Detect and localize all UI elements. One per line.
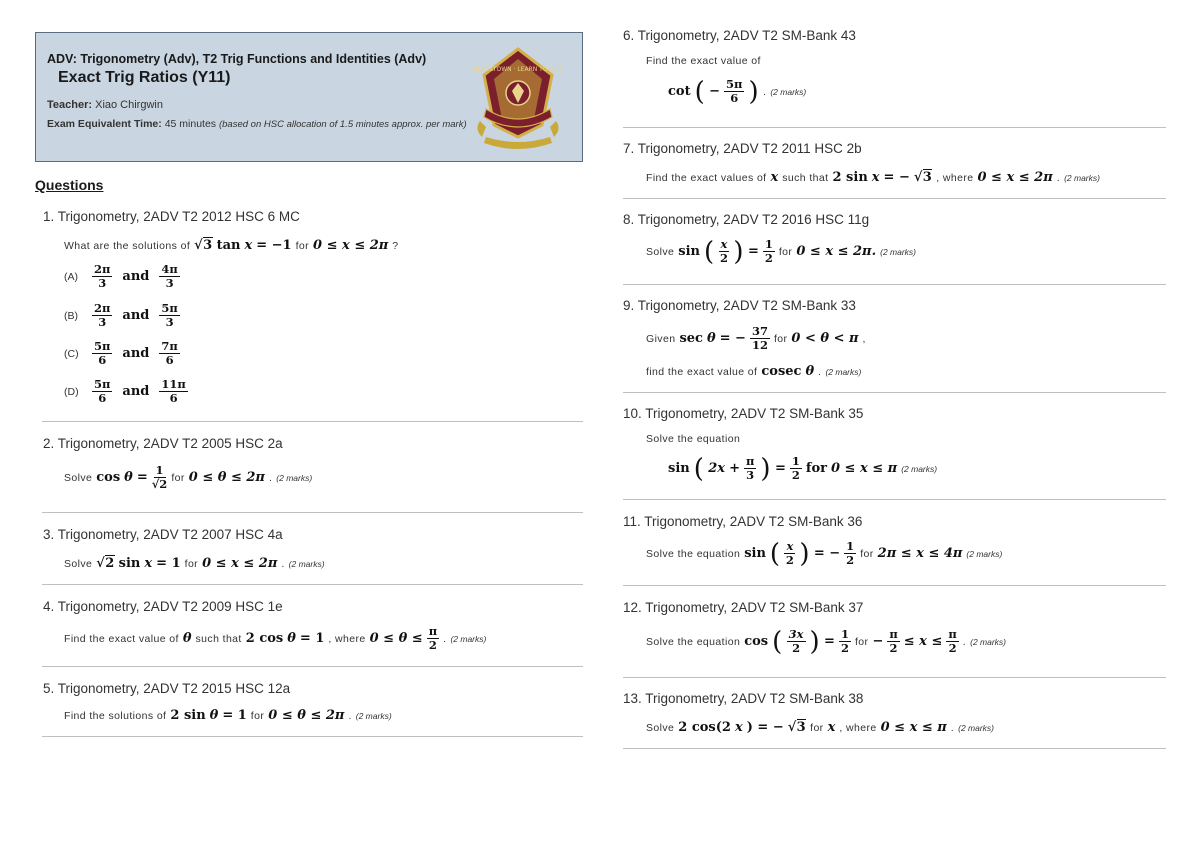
divider xyxy=(623,127,1166,128)
question-4-prompt: Find the exact value of θ such that 2 cos θ = 1 , where 0 ≤ θ ≤ $\frac{\pi}{2}$ . (2 marks) xyxy=(64,624,487,652)
question-9-prompt: Given sec θ = − $\frac{37}{12}$ for 0 < θ < π , xyxy=(646,324,866,352)
divider xyxy=(42,512,583,513)
question-7-prompt: Find the exact values of x such that 2 sin x = − √3 , where 0 ≤ x ≤ 2π . (2 marks) xyxy=(646,170,1100,185)
questions-heading: Questions xyxy=(35,177,104,193)
divider xyxy=(623,499,1166,500)
divider xyxy=(623,585,1166,586)
question-12-prompt: Solve the equation cos ( $\frac{3x}{2}$ ) = $\frac{1}{2}$ for − $\frac{\pi}{2}$ ≤ x ≤ $\frac{\pi}{2}$ . (2 marks) xyxy=(646,626,1006,657)
teacher-line: Teacher: Xiao Chirgwin xyxy=(47,99,163,111)
question-13-prompt: Solve 2 cos(2 x ) = − √3 for x , where 0 ≤ x ≤ π . (2 marks) xyxy=(646,720,995,735)
divider xyxy=(42,421,583,422)
question-10-expression: sin ( 2x + $\frac{\pi}{3}$ ) = $\frac{1}{2}$ for 0 ≤ x ≤ π (2 marks) xyxy=(668,453,938,484)
svg-text:BLACKTOWN · LEARN TO LIVE: BLACKTOWN · LEARN TO LIVE xyxy=(473,66,563,73)
question-7-title: 7. Trigonometry, 2ADV T2 2011 HSC 2b xyxy=(623,141,862,156)
option-b[interactable]: (B) $\frac{2\pi}{3}$ and $\frac{5\pi}{3}$ xyxy=(64,301,178,329)
school-crest-logo xyxy=(472,45,564,153)
course-title: ADV: Trigonometry (Adv), T2 Trig Functions and Identities (Adv) xyxy=(47,52,427,66)
question-6-expression: cot ( − $\frac{5\pi}{6}$ ) . (2 marks) xyxy=(668,76,807,107)
question-3-title: 3. Trigonometry, 2ADV T2 2007 HSC 4a xyxy=(43,527,283,542)
question-6-prompt: Find the exact value of xyxy=(646,55,761,67)
question-12-title: 12. Trigonometry, 2ADV T2 SM-Bank 37 xyxy=(623,600,864,615)
divider xyxy=(623,748,1166,749)
divider xyxy=(42,584,583,585)
divider xyxy=(623,677,1166,678)
question-10-prompt: Solve the equation xyxy=(646,433,741,445)
option-d[interactable]: (D) $\frac{5\pi}{6}$ and $\frac{11\pi}{6}$ xyxy=(64,377,186,405)
question-5-prompt: Find the solutions of 2 sin θ = 1 for 0 ≤ θ ≤ 2π . (2 marks) xyxy=(64,708,392,723)
question-13-title: 13. Trigonometry, 2ADV T2 SM-Bank 38 xyxy=(623,691,864,706)
exam-time-line: Exam Equivalent Time: 45 minutes (based on HSC allocation of 1.5 minutes approx. per mark) xyxy=(47,118,467,130)
divider xyxy=(623,392,1166,393)
question-11-prompt: Solve the equation sin ( $\frac{x}{2}$ ) = − $\frac{1}{2}$ for 2π ≤ x ≤ 4π (2 marks) xyxy=(646,538,1003,569)
divider xyxy=(42,666,583,667)
question-2-prompt: Solve cos θ = $\frac{1}{√2}$ for 0 ≤ θ ≤ 2π . (2 marks) xyxy=(64,463,313,491)
header-box xyxy=(35,32,583,162)
question-8-title: 8. Trigonometry, 2ADV T2 2016 HSC 11g xyxy=(623,212,870,227)
question-5-title: 5. Trigonometry, 2ADV T2 2015 HSC 12a xyxy=(43,681,291,696)
option-c[interactable]: (C) $\frac{5\pi}{6}$ and $\frac{7\pi}{6}$ xyxy=(64,339,178,367)
question-4-title: 4. Trigonometry, 2ADV T2 2009 HSC 1e xyxy=(43,599,283,614)
divider xyxy=(42,736,583,737)
question-10-title: 10. Trigonometry, 2ADV T2 SM-Bank 35 xyxy=(623,406,864,421)
question-8-prompt: Solve sin ( $\frac{x}{2}$ ) = $\frac{1}{2}$ for 0 ≤ x ≤ 2π. (2 marks) xyxy=(646,236,916,267)
question-2-title: 2. Trigonometry, 2ADV T2 2005 HSC 2a xyxy=(43,436,283,451)
question-1-prompt: What are the solutions of √3 tan x = −1 for 0 ≤ x ≤ 2π ? xyxy=(64,238,399,253)
page-title: Exact Trig Ratios (Y11) xyxy=(58,69,231,86)
divider xyxy=(623,284,1166,285)
divider xyxy=(623,198,1166,199)
question-9-title: 9. Trigonometry, 2ADV T2 SM-Bank 33 xyxy=(623,298,856,313)
question-1-title: 1. Trigonometry, 2ADV T2 2012 HSC 6 MC xyxy=(43,209,300,224)
question-11-title: 11. Trigonometry, 2ADV T2 SM-Bank 36 xyxy=(623,514,863,529)
teacher-name: Xiao Chirgwin xyxy=(95,99,163,111)
option-a[interactable]: (A) $\frac{2\pi}{3}$ and $\frac{4\pi}{3}$ xyxy=(64,262,178,290)
question-6-title: 6. Trigonometry, 2ADV T2 SM-Bank 43 xyxy=(623,28,856,43)
question-3-prompt: Solve √2 sin x = 1 for 0 ≤ x ≤ 2π . (2 marks) xyxy=(64,556,325,571)
question-9-prompt-2: find the exact value of cosec θ . (2 marks) xyxy=(646,364,862,379)
